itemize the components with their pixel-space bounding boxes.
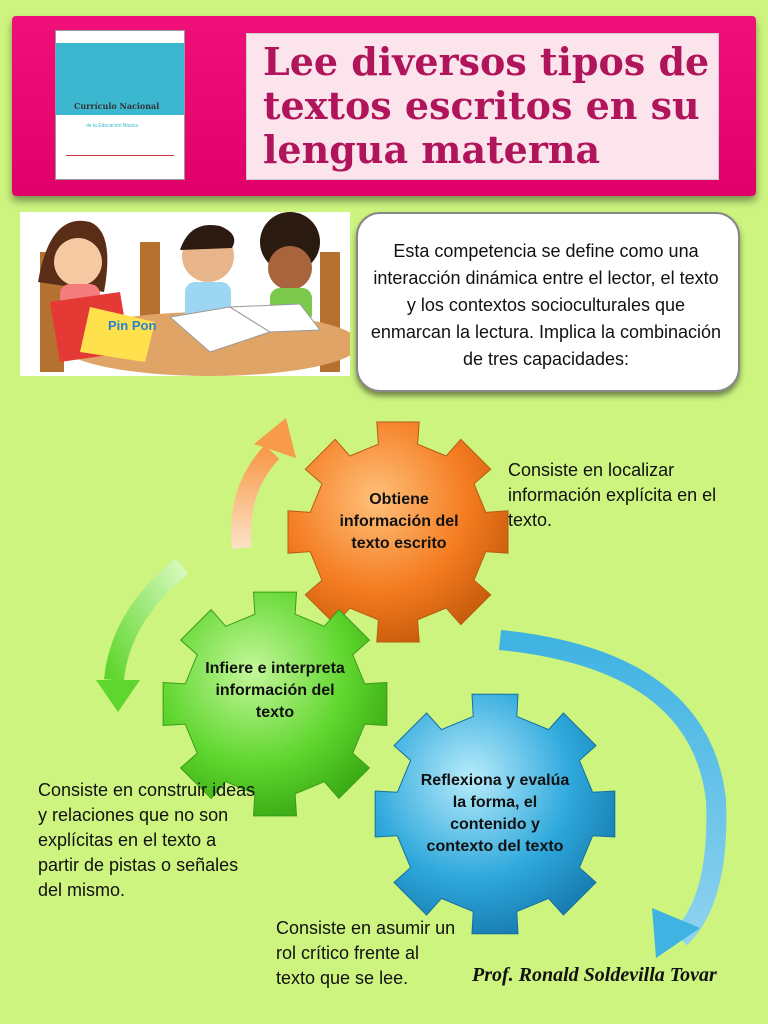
pin-pon-book-label: Pin Pon: [108, 318, 157, 333]
author-credit: Prof. Ronald Soldevilla Tovar: [472, 964, 717, 986]
intro-text: Esta competencia se define como una interacción dinámica entre el lector, el texto y los contextos socioculturales que enmarcan la lectura. Implica la combinación de tres capacidades:: [370, 241, 722, 369]
capacity-1-label: Obtiene información del texto escrito: [339, 491, 459, 552]
page-title: Lee diversos tipos de textos escritos en su lengua materna: [263, 39, 710, 172]
capacity-2-label: Infiere e interpreta información del texto: [205, 660, 345, 721]
book-divider: [66, 155, 174, 156]
capacity-3-description: Consiste en asumir un rol crítico frente al texto que se lee.: [276, 918, 456, 988]
book-title: Currículo Nacional: [74, 101, 160, 111]
capacity-2-description: Consiste en construir ideas y relaciones que no son explícitas en el texto a partir de pistas o señales del mismo.: [38, 780, 256, 900]
capacity-3-label: Reflexiona y evalúa la forma, el contenido y contexto del texto: [420, 772, 570, 855]
book-subtitle: de la Educación Básica: [86, 123, 138, 129]
children-reading-illustration: [20, 212, 350, 376]
curriculum-book-cover: [55, 30, 185, 180]
capacity-1-description: Consiste en localizar información explícita en el texto.: [508, 460, 717, 530]
